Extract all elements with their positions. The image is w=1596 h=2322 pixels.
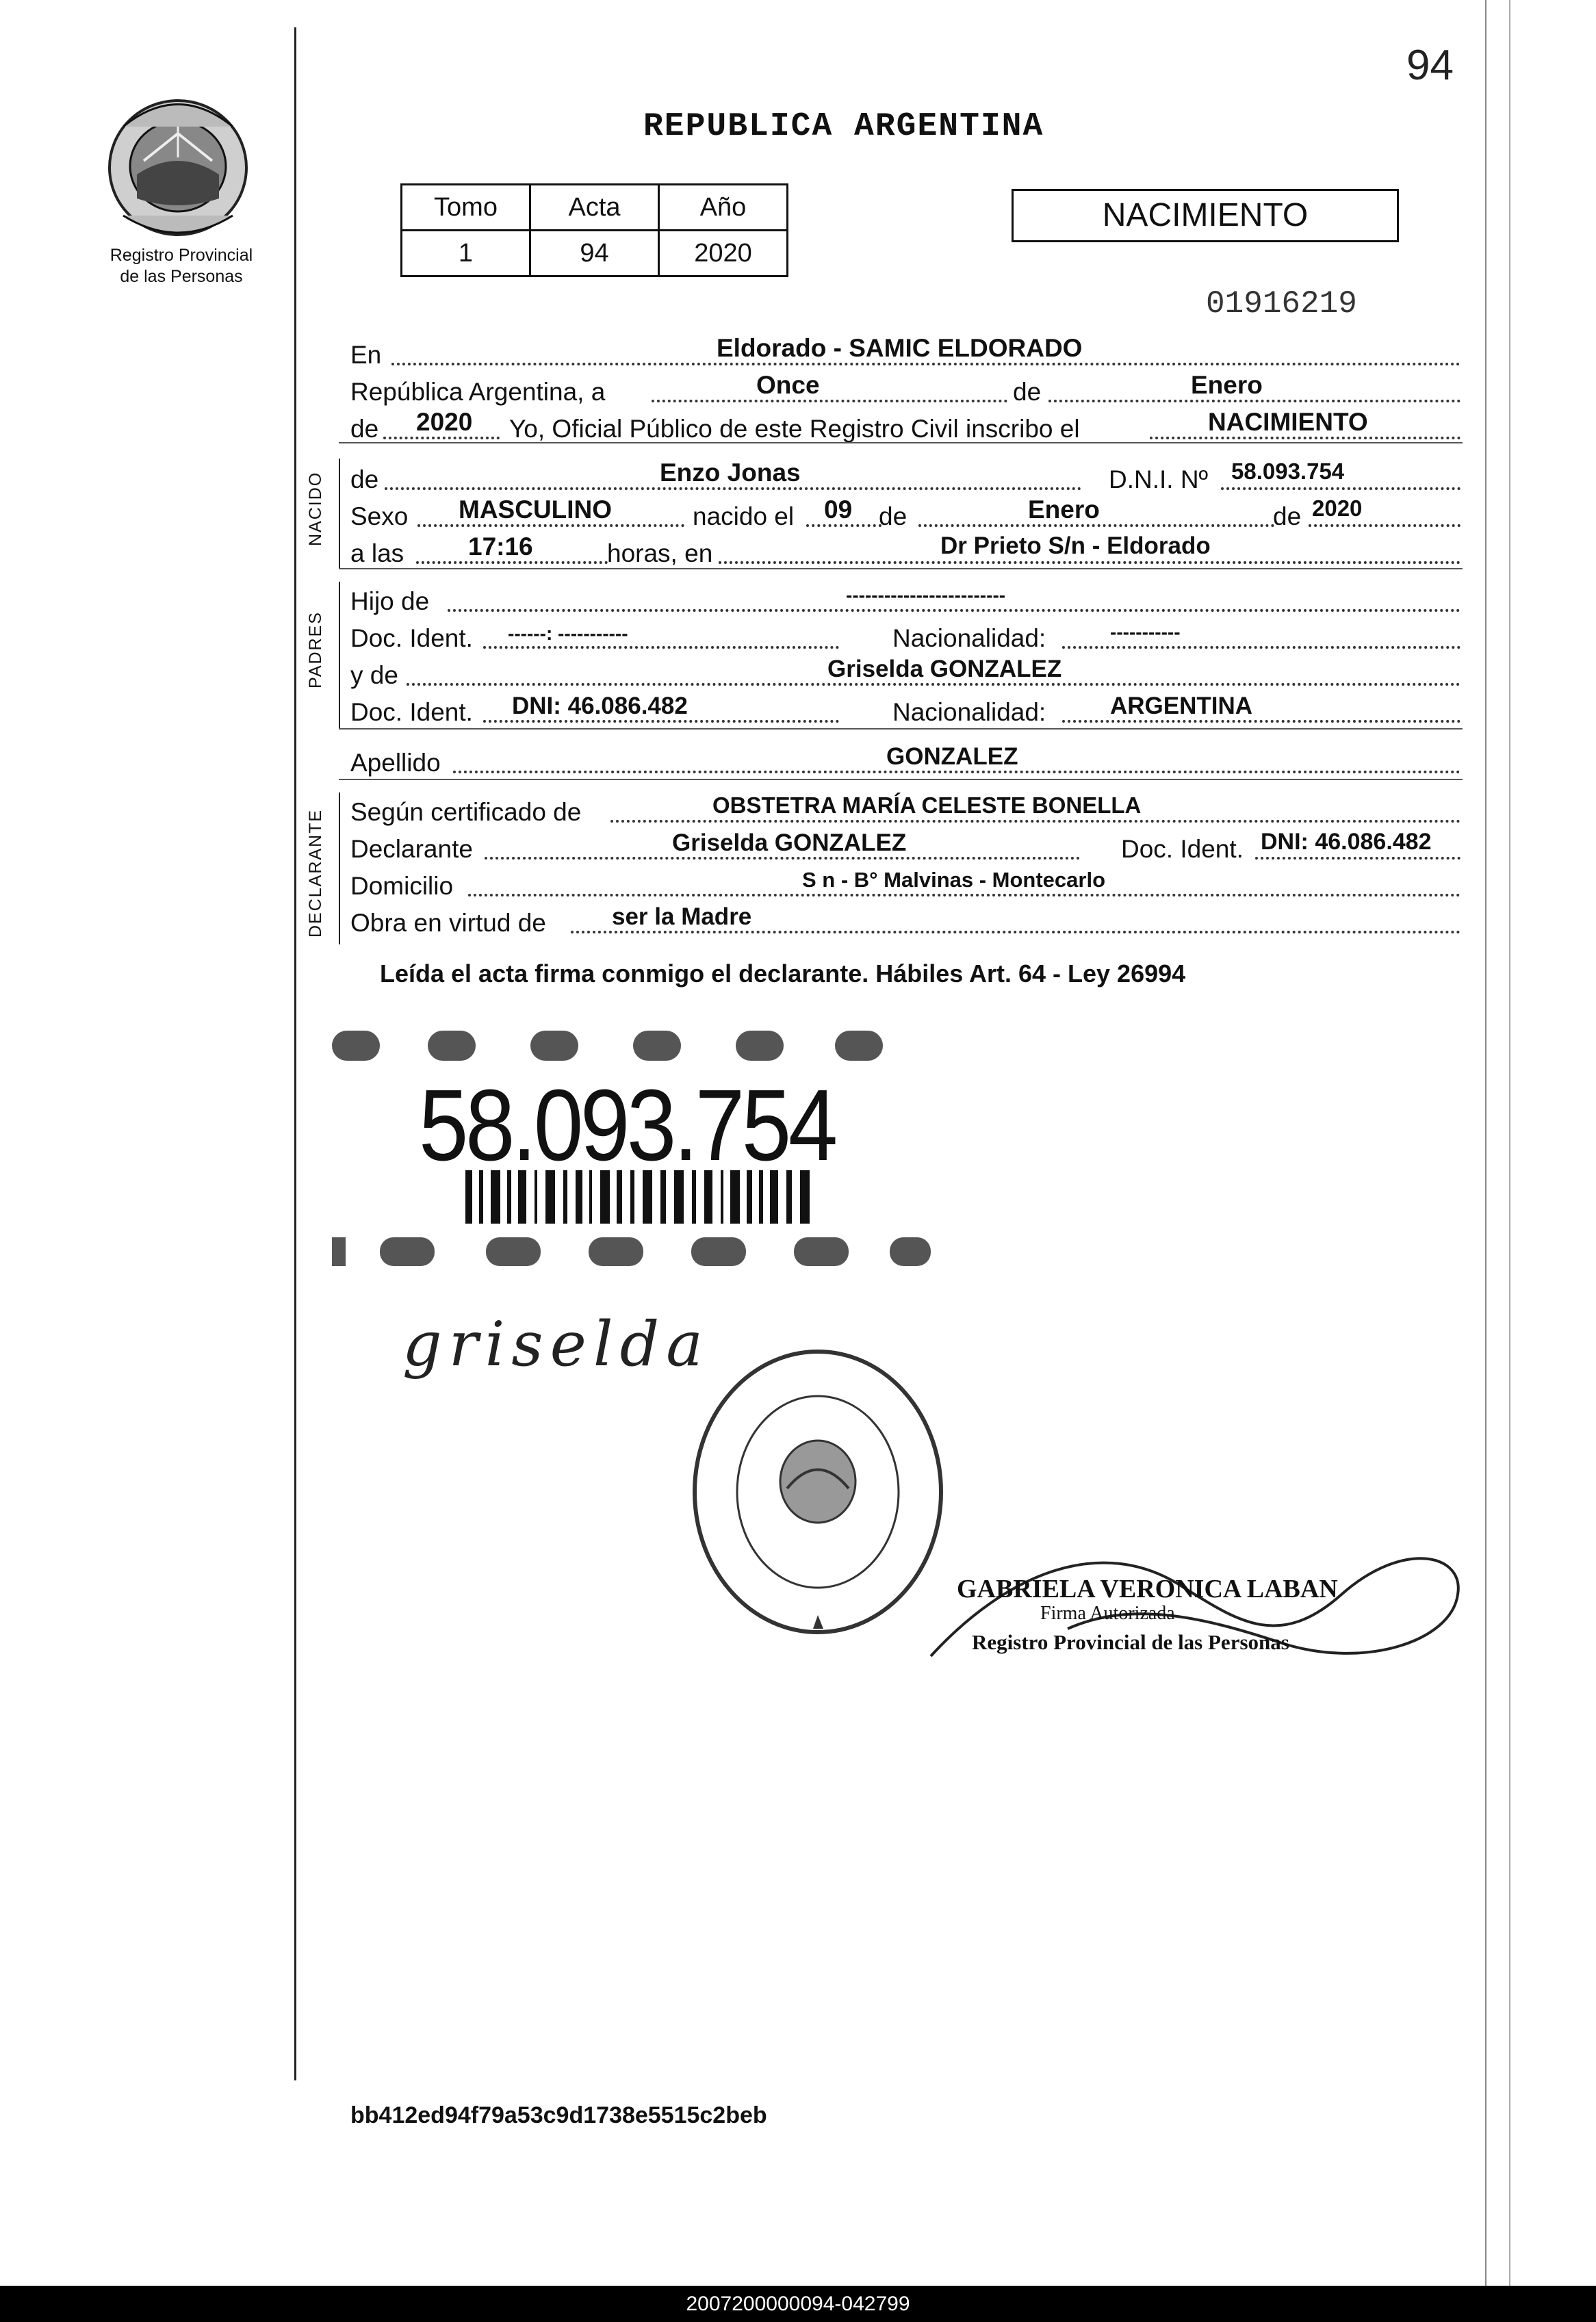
record-table <box>400 183 788 277</box>
header-anio: Año <box>659 185 788 231</box>
field-value: S n - B° Malvinas - Montecarlo <box>802 868 1106 892</box>
field-value: Eldorado - SAMIC ELDORADO <box>717 334 1083 362</box>
field-hora-lugar <box>350 532 1462 568</box>
field-domicilio <box>350 870 1462 901</box>
record-table-header <box>402 185 788 231</box>
field-value: NACIMIENTO <box>1208 408 1368 436</box>
value-anio: 2020 <box>659 231 788 276</box>
record-type-box: NACIMIENTO <box>1012 189 1399 242</box>
field-value: ARGENTINA <box>1110 693 1253 719</box>
value-acta: 94 <box>530 231 659 276</box>
field-value: GONZALEZ <box>886 743 1018 770</box>
field-inscribo <box>350 408 1462 443</box>
field-hijo-de <box>350 586 1462 616</box>
field-label: de <box>879 502 908 530</box>
field-label: En <box>350 341 382 369</box>
section-label-declarante: DECLARANTE <box>306 808 325 938</box>
field-label: de <box>1013 378 1042 406</box>
field-label: Doc. Ident. <box>1121 835 1244 863</box>
field-value: OBSTETRA MARÍA CELESTE BONELLA <box>712 792 1142 818</box>
field-value: DNI: 46.086.482 <box>512 693 688 719</box>
section-label-padres: PADRES <box>306 611 325 688</box>
field-value: ------------------------- <box>846 584 1006 606</box>
declarante-bracket <box>339 792 340 944</box>
field-value: Enzo Jonas <box>660 459 801 487</box>
field-label: Apellido <box>350 749 441 777</box>
field-label: de <box>350 415 379 443</box>
field-label: nacido el <box>693 502 795 530</box>
field-republica <box>350 371 1462 407</box>
record-table-values <box>402 231 788 276</box>
official-name: GABRIELA VERONICA LABAN <box>957 1575 1338 1603</box>
field-label: Domicilio <box>350 872 454 900</box>
value-tomo: 1 <box>402 231 530 276</box>
field-label: y de <box>350 661 398 689</box>
right-edge-line <box>1509 0 1510 2286</box>
registry-seal <box>684 1341 951 1642</box>
field-value: Griselda GONZALEZ <box>827 656 1062 682</box>
field-label: horas, en <box>607 539 713 567</box>
nacido-bracket <box>339 459 340 568</box>
field-obra <box>350 903 1462 938</box>
document-title: REPUBLICA ARGENTINA <box>643 108 1044 145</box>
padres-bracket <box>339 582 340 728</box>
field-segun <box>350 792 1462 827</box>
field-label: Nacionalidad: <box>892 698 1046 726</box>
field-value: ------: ----------- <box>508 623 628 644</box>
field-value: Enero <box>1028 495 1100 524</box>
field-doc-madre <box>350 693 1462 727</box>
field-label: D.N.I. Nº <box>1109 465 1209 493</box>
field-label: Doc. Ident. <box>350 698 473 726</box>
field-value: DNI: 46.086.482 <box>1261 829 1432 855</box>
field-doc-padre <box>350 623 1462 653</box>
registry-office-label: Registro Provincial de las Personas <box>110 246 253 286</box>
field-value: 17:16 <box>468 532 533 560</box>
field-declarante <box>350 829 1462 864</box>
page-number: 94 <box>1406 42 1454 89</box>
field-apellido <box>350 743 1462 777</box>
field-label: Hijo de <box>350 587 430 615</box>
field-value: 09 <box>824 495 853 524</box>
field-value: ----------- <box>1110 621 1181 643</box>
field-en <box>350 334 1462 370</box>
control-number: 01916219 <box>1206 286 1357 322</box>
right-margin-line <box>1485 0 1486 2286</box>
field-label: Yo, Oficial Público de este Registro Civil inscribo el <box>509 415 1080 443</box>
misiones-emblem <box>96 86 260 243</box>
left-margin-line <box>294 27 296 2080</box>
field-value: ser la Madre <box>612 903 752 930</box>
field-label: de <box>1273 502 1302 530</box>
field-label: Según certificado de <box>350 798 582 826</box>
field-label: de <box>350 465 379 493</box>
field-value: Enero <box>1191 371 1263 399</box>
document-hash: bb412ed94f79a53c9d1738e5515c2beb <box>350 2102 767 2128</box>
handwritten-signature: griselda <box>402 1308 710 1380</box>
official-office: Registro Provincial de las Personas <box>972 1630 1289 1654</box>
field-value: 58.093.754 <box>1231 459 1345 484</box>
field-value: Griselda GONZALEZ <box>672 829 907 856</box>
field-value: MASCULINO <box>459 495 613 524</box>
field-label: Nacionalidad: <box>892 624 1046 652</box>
field-nombre <box>350 459 1462 494</box>
field-label: Declarante <box>350 835 473 863</box>
field-label: República Argentina, a <box>350 378 606 406</box>
field-label: Obra en virtud de <box>350 909 546 937</box>
official-role: Firma Autorizada <box>1040 1603 1175 1624</box>
section-label-nacido: NACIDO <box>306 471 325 546</box>
footer-code: 2007200000094-042799 <box>0 2286 1596 2322</box>
field-value: 2020 <box>416 408 473 436</box>
field-label: a las <box>350 539 404 567</box>
header-tomo: Tomo <box>402 185 530 231</box>
field-label: Sexo <box>350 502 409 530</box>
field-sexo <box>350 495 1462 531</box>
field-value: Dr Prieto S/n - Eldorado <box>940 532 1211 559</box>
field-madre <box>350 656 1462 690</box>
dni-label-number: 58.093.754 <box>419 1069 835 1182</box>
closing-statement: Leída el acta firma conmigo el declarante. Hábiles Art. 64 - Ley 26994 <box>380 959 1186 988</box>
field-value: Once <box>756 371 820 399</box>
header-acta: Acta <box>530 185 659 231</box>
field-label: Doc. Ident. <box>350 624 473 652</box>
field-value: 2020 <box>1312 495 1363 521</box>
